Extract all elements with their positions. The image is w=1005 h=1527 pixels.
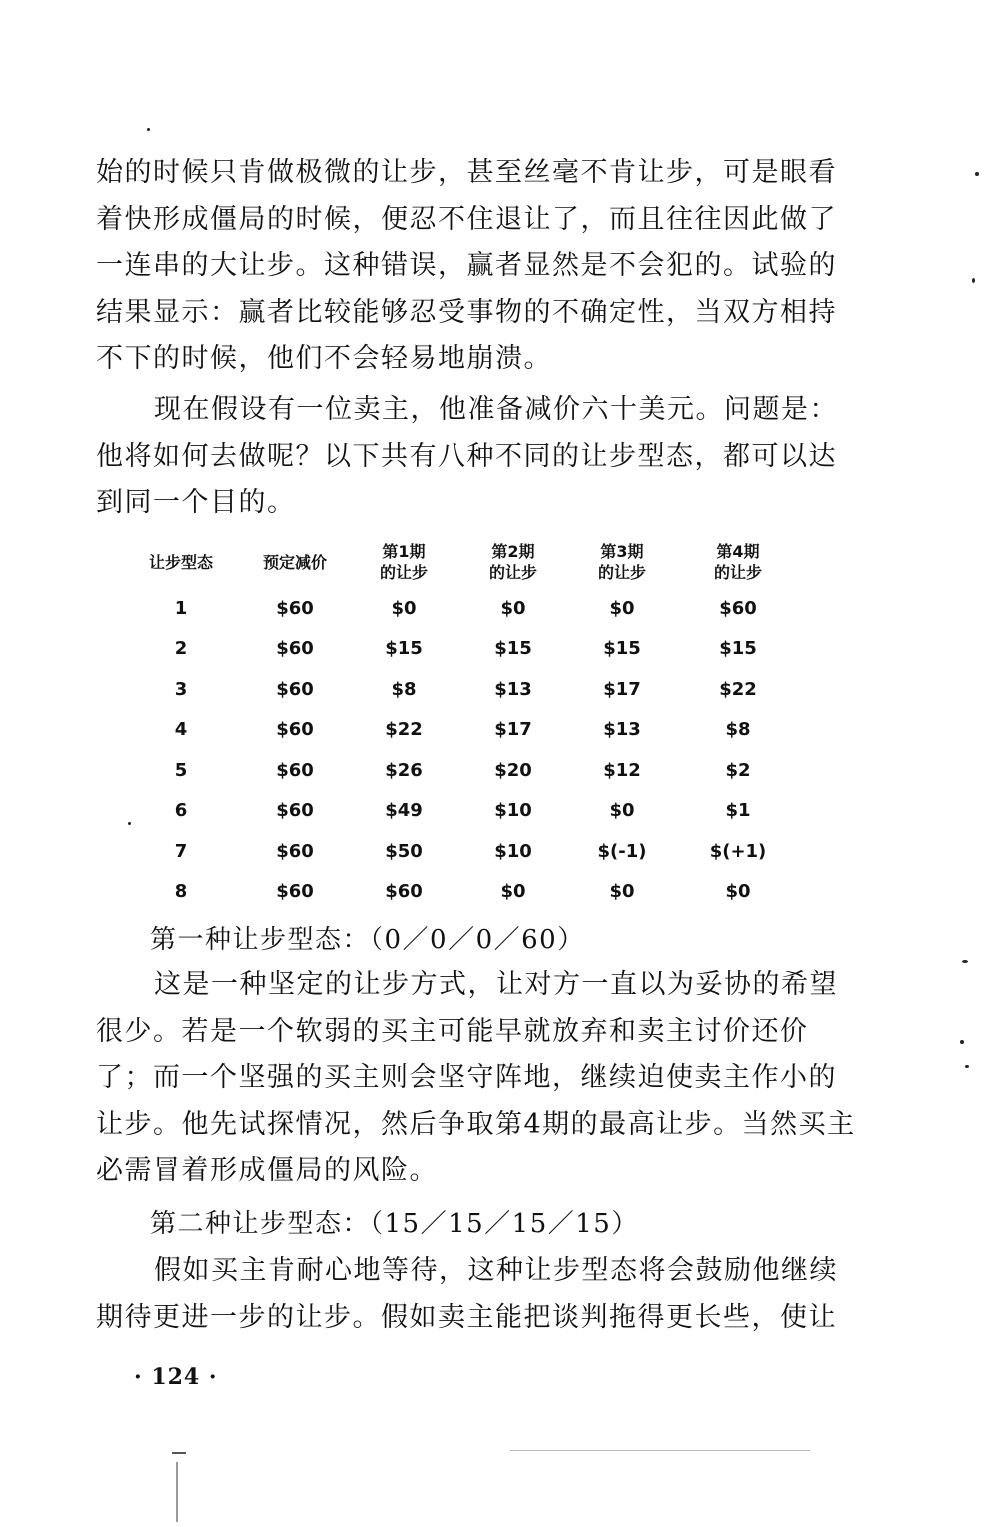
table-cell: $60 <box>276 719 314 741</box>
page-number: · 124 · <box>134 1364 218 1390</box>
table-cell: $60 <box>276 840 314 862</box>
table-cell: $8 <box>725 719 751 741</box>
table-cell: $15 <box>385 638 423 660</box>
table-cell: $26 <box>385 759 423 781</box>
table-cell: $60 <box>276 759 314 781</box>
text-line: 期待更进一步的让步。假如卖主能把谈判拖得更长些，使让 <box>96 1301 837 1333</box>
table-row <box>122 629 800 670</box>
concession-patterns-table <box>122 536 800 912</box>
table-cell: $49 <box>385 800 423 822</box>
table-cell: $2 <box>725 759 751 781</box>
table-cell: $60 <box>276 597 314 619</box>
table-cell: $15 <box>494 638 532 660</box>
scan-speck <box>962 960 968 963</box>
column-header: 让步型态 <box>148 552 213 572</box>
section-heading-pattern-2: 第二种让步型态：（15／15／15／15） <box>150 1209 639 1239</box>
text-line: 他将如何去做呢？以下共有八种不同的让步型态，都可以达 <box>96 440 837 472</box>
table-cell: $60 <box>276 678 314 700</box>
scan-mark <box>510 1450 810 1451</box>
text-line: 始的时候只肯做极微的让步，甚至丝毫不肯让步，可是眼看 <box>96 157 837 188</box>
table-cell: $0 <box>609 881 635 903</box>
table-cell: $0 <box>500 597 526 619</box>
text-line: 一连串的大让步。这种错误，赢者显然是不会犯的。试验的 <box>96 250 837 281</box>
column-header: 第2期 的让步 <box>488 542 537 582</box>
table-row <box>122 791 800 832</box>
table-row <box>122 669 800 710</box>
table-cell: $12 <box>603 759 641 781</box>
table-cell: $60 <box>276 638 314 660</box>
table-cell: $22 <box>719 678 757 700</box>
table-row <box>122 831 800 872</box>
scan-speck <box>975 172 979 176</box>
table-cell: $1 <box>725 800 751 822</box>
table-cell: $13 <box>603 719 641 741</box>
table-row <box>122 750 800 791</box>
table-cell: $8 <box>391 678 417 700</box>
paragraph-pattern-2 <box>96 1248 856 1341</box>
table-cell: 2 <box>174 638 188 660</box>
table-cell: $60 <box>385 881 423 903</box>
table-cell: $0 <box>725 881 751 903</box>
text-line: 这是一种坚定的让步方式，让对方一直以为妥协的希望 <box>154 969 838 1000</box>
table-cell: $60 <box>276 881 314 903</box>
table-cell: $17 <box>603 678 641 700</box>
scan-speck <box>960 1040 964 1044</box>
column-header: 第4期 的让步 <box>713 542 762 582</box>
scan-speck <box>147 128 150 131</box>
table-cell: $60 <box>719 597 757 619</box>
table-row <box>122 588 800 629</box>
table-cell: 7 <box>174 840 188 862</box>
scan-speck <box>128 822 131 825</box>
table-cell: $50 <box>385 840 423 862</box>
table-cell: $13 <box>494 678 532 700</box>
table-cell: 3 <box>174 678 188 700</box>
text-line: 了；而一个坚强的买主则会坚守阵地，继续迫使卖主作小的 <box>96 1062 837 1093</box>
text-line: 着快形成僵局的时候，便忍不住退让了，而且往往因此做了 <box>96 203 837 235</box>
table-row <box>122 710 800 751</box>
table-cell: $15 <box>603 638 641 660</box>
text-line: 不下的时候，他们不会轻易地崩溃。 <box>96 343 552 374</box>
table-cell: $0 <box>500 881 526 903</box>
table-row <box>122 872 800 913</box>
table-cell: $(-1) <box>597 840 647 862</box>
table-cell: $60 <box>276 800 314 822</box>
table-cell: $0 <box>609 800 635 822</box>
text-line: 很少。若是一个软弱的买主可能早就放弃和卖主讨价还价 <box>96 1015 809 1047</box>
text-line: 必需冒着形成僵局的风险。 <box>96 1155 438 1186</box>
paragraph-winners-concessions <box>96 150 856 383</box>
text-line: 到同一个目的。 <box>96 487 296 518</box>
paragraph-seller-scenario <box>96 387 856 527</box>
table-cell: $22 <box>385 719 423 741</box>
table-cell: $10 <box>494 840 532 862</box>
table-cell: $17 <box>494 719 532 741</box>
scan-speck <box>965 1065 969 1068</box>
table-cell: $0 <box>609 597 635 619</box>
table-header-row <box>122 536 800 588</box>
table-cell: $15 <box>719 638 757 660</box>
column-header: 第1期 的让步 <box>379 542 428 582</box>
table-cell: 1 <box>174 597 188 619</box>
scan-mark <box>176 1462 178 1522</box>
scan-mark <box>172 1452 186 1454</box>
table-cell: $0 <box>391 597 417 619</box>
text-line: 假如买主肯耐心地等待，这种让步型态将会鼓励他继续 <box>154 1255 838 1286</box>
table-cell: $10 <box>494 800 532 822</box>
section-heading-pattern-1: 第一种让步型态：（0／0／0／60） <box>150 925 585 955</box>
text-line: 现在假设有一位卖主，他准备减价六十美元。问题是： <box>154 394 838 425</box>
text-line: 结果显示：赢者比较能够忍受事物的不确定性，当双方相持 <box>96 296 837 328</box>
table-cell: $20 <box>494 759 532 781</box>
column-header: 第3期 的让步 <box>597 542 646 582</box>
table-cell: 5 <box>174 759 188 781</box>
column-header: 预定减价 <box>262 552 327 572</box>
text-line: 让步。他先试探情况，然后争取第4期的最高让步。当然买主 <box>96 1108 856 1140</box>
scan-speck <box>972 278 975 283</box>
table-cell: 8 <box>174 881 188 903</box>
table-cell: 4 <box>174 719 188 741</box>
paragraph-pattern-1 <box>96 962 856 1195</box>
table-cell: 6 <box>174 800 188 822</box>
table-cell: $(+1) <box>709 840 767 862</box>
